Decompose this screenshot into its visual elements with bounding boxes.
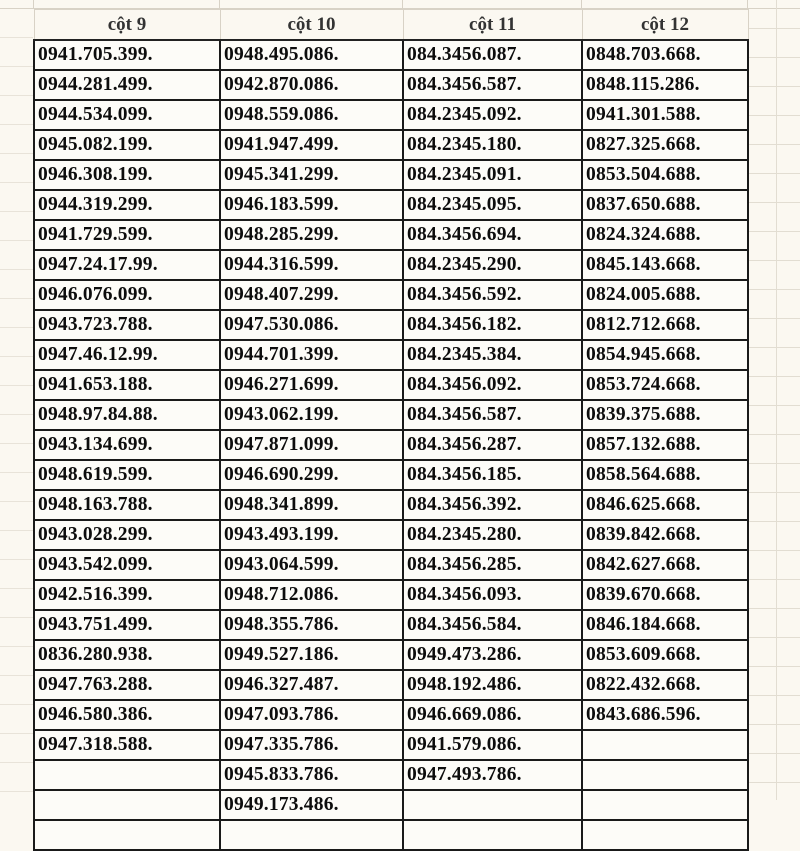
table-row [34, 70, 748, 100]
table-row [34, 550, 748, 580]
table-cell[interactable]: 0858.564.688. [582, 460, 748, 490]
table-cell[interactable]: 0848.115.286. [582, 70, 748, 100]
table-cell[interactable]: 0946.308.199. [34, 160, 220, 190]
column-header-9[interactable]: cột 9 [34, 10, 220, 41]
table-cell[interactable]: 084.2345.095. [403, 190, 582, 220]
table-row [34, 700, 748, 730]
table-cell[interactable]: 0946.183.599. [220, 190, 403, 220]
table-cell[interactable]: 084.2345.290. [403, 250, 582, 280]
table-row [34, 220, 748, 250]
table-cell[interactable]: 0948.495.086. [220, 40, 403, 70]
phone-number-table [33, 9, 749, 851]
table-cell[interactable]: 0941.653.188. [34, 370, 220, 400]
table-cell[interactable]: 0853.724.668. [582, 370, 748, 400]
table-row [34, 430, 748, 460]
table-cell[interactable]: 0947.530.086. [220, 310, 403, 340]
table-cell[interactable]: 084.3456.587. [403, 400, 582, 430]
table-cell[interactable]: 0949.173.486. [220, 790, 403, 820]
table-cell[interactable]: 0857.132.688. [582, 430, 748, 460]
table-cell[interactable]: 0948.712.086. [220, 580, 403, 610]
table-cell[interactable]: 0941.947.499. [220, 130, 403, 160]
table-cell[interactable]: 0948.97.84.88. [34, 400, 220, 430]
table-row [34, 460, 748, 490]
table-row [34, 610, 748, 640]
table-cell[interactable]: 084.2345.092. [403, 100, 582, 130]
table-row [34, 160, 748, 190]
table-cell[interactable]: 0837.650.688. [582, 190, 748, 220]
table-cell[interactable]: 084.3456.285. [403, 550, 582, 580]
table-cell[interactable]: 084.3456.093. [403, 580, 582, 610]
table-cell[interactable]: 084.3456.587. [403, 70, 582, 100]
table-cell[interactable]: 0943.028.299. [34, 520, 220, 550]
table-cell[interactable] [403, 820, 582, 850]
table-cell[interactable]: 0846.625.668. [582, 490, 748, 520]
table-cell[interactable]: 0947.24.17.99. [34, 250, 220, 280]
table-cell[interactable]: 084.3456.092. [403, 370, 582, 400]
table-cell[interactable]: 0941.705.399. [34, 40, 220, 70]
table-cell[interactable]: 0943.751.499. [34, 610, 220, 640]
table-cell[interactable]: 0848.703.668. [582, 40, 748, 70]
table-cell[interactable]: 0944.319.299. [34, 190, 220, 220]
table-cell[interactable]: 0948.619.599. [34, 460, 220, 490]
top-grid-strip [0, 0, 800, 9]
table-cell[interactable]: 0853.609.668. [582, 640, 748, 670]
right-grid-area [746, 0, 800, 800]
table-cell[interactable]: 0945.341.299. [220, 160, 403, 190]
table-cell[interactable]: 0948.163.788. [34, 490, 220, 520]
table-row [34, 400, 748, 430]
table-row [34, 340, 748, 370]
table-row [34, 250, 748, 280]
table-cell[interactable]: 084.2345.384. [403, 340, 582, 370]
header-row [34, 10, 748, 41]
table-cell[interactable]: 0944.701.399. [220, 340, 403, 370]
table-cell[interactable]: 0824.324.688. [582, 220, 748, 250]
table-cell[interactable]: 0836.280.938. [34, 640, 220, 670]
table-row [34, 490, 748, 520]
table-cell[interactable]: 084.3456.392. [403, 490, 582, 520]
table-cell[interactable]: 0946.669.086. [403, 700, 582, 730]
table-cell[interactable]: 0948.407.299. [220, 280, 403, 310]
table-row [34, 520, 748, 550]
table-cell[interactable]: 0853.504.688. [582, 160, 748, 190]
table-row [34, 820, 748, 850]
table-cell[interactable]: 0949.473.286. [403, 640, 582, 670]
table-row [34, 130, 748, 160]
table-cell[interactable]: 084.3456.287. [403, 430, 582, 460]
table-row [34, 40, 748, 70]
table-cell[interactable]: 084.2345.091. [403, 160, 582, 190]
table-cell[interactable]: 0945.833.786. [220, 760, 403, 790]
table-cell[interactable]: 0943.542.099. [34, 550, 220, 580]
table-cell[interactable]: 0947.493.786. [403, 760, 582, 790]
table-cell[interactable]: 0824.005.688. [582, 280, 748, 310]
table-cell[interactable]: 0946.327.487. [220, 670, 403, 700]
table-cell[interactable]: 0822.432.668. [582, 670, 748, 700]
table-cell[interactable]: 084.2345.280. [403, 520, 582, 550]
table-cell[interactable]: 0948.285.299. [220, 220, 403, 250]
table-cell[interactable]: 0947.871.099. [220, 430, 403, 460]
table-row [34, 100, 748, 130]
table-cell[interactable]: 0942.516.399. [34, 580, 220, 610]
table-cell[interactable]: 0946.580.386. [34, 700, 220, 730]
table-cell[interactable]: 0947.093.786. [220, 700, 403, 730]
table-cell[interactable]: 084.3456.584. [403, 610, 582, 640]
table-cell[interactable]: 0943.062.199. [220, 400, 403, 430]
column-header-12[interactable]: cột 12 [582, 10, 748, 41]
table-cell[interactable]: 0843.686.596. [582, 700, 748, 730]
table-cell[interactable]: 0947.318.588. [34, 730, 220, 760]
table-cell[interactable]: 0944.316.599. [220, 250, 403, 280]
table-cell[interactable]: 0943.064.599. [220, 550, 403, 580]
table-cell[interactable]: 0846.184.668. [582, 610, 748, 640]
table-cell[interactable]: 0944.534.099. [34, 100, 220, 130]
table-cell[interactable]: 0845.143.668. [582, 250, 748, 280]
table-cell[interactable]: 0941.301.588. [582, 100, 748, 130]
table-cell[interactable]: 084.3456.087. [403, 40, 582, 70]
table-cell[interactable]: 0839.670.668. [582, 580, 748, 610]
table-cell[interactable]: 0948.192.486. [403, 670, 582, 700]
table-cell[interactable]: 0948.341.899. [220, 490, 403, 520]
table-cell[interactable]: 084.3456.182. [403, 310, 582, 340]
table-cell[interactable]: 0945.082.199. [34, 130, 220, 160]
table-row [34, 670, 748, 700]
table-cell[interactable]: 0942.870.086. [220, 70, 403, 100]
table-cell[interactable]: 0941.729.599. [34, 220, 220, 250]
table-cell[interactable] [582, 790, 748, 820]
table-cell[interactable]: 0812.712.668. [582, 310, 748, 340]
table-row [34, 370, 748, 400]
table-body [34, 40, 748, 850]
table-row [34, 640, 748, 670]
table-cell[interactable]: 0946.076.099. [34, 280, 220, 310]
table-cell[interactable] [582, 760, 748, 790]
table-row [34, 580, 748, 610]
table-cell[interactable] [582, 820, 748, 850]
table-row [34, 760, 748, 790]
table-cell[interactable] [34, 760, 220, 790]
table-cell[interactable]: 0944.281.499. [34, 70, 220, 100]
column-header-11[interactable]: cột 11 [403, 10, 582, 41]
table-row [34, 310, 748, 340]
table-cell[interactable]: 0949.527.186. [220, 640, 403, 670]
table-cell[interactable]: 0946.690.299. [220, 460, 403, 490]
table-row [34, 730, 748, 760]
table-cell[interactable]: 084.3456.592. [403, 280, 582, 310]
left-row-gutter [0, 9, 33, 800]
table-cell[interactable]: 084.2345.180. [403, 130, 582, 160]
table-cell[interactable]: 0943.134.699. [34, 430, 220, 460]
table-cell[interactable]: 0943.493.199. [220, 520, 403, 550]
table-cell[interactable] [220, 820, 403, 850]
table-cell[interactable]: 0947.763.288. [34, 670, 220, 700]
table-cell[interactable]: 0946.271.699. [220, 370, 403, 400]
table-cell[interactable]: 0842.627.668. [582, 550, 748, 580]
table-row [34, 280, 748, 310]
table-row [34, 790, 748, 820]
table-cell[interactable]: 0948.355.786. [220, 610, 403, 640]
table-cell[interactable]: 0854.945.668. [582, 340, 748, 370]
table-cell[interactable]: 084.3456.185. [403, 460, 582, 490]
table-cell[interactable] [34, 790, 220, 820]
table-cell[interactable]: 0839.842.668. [582, 520, 748, 550]
table-cell[interactable]: 0827.325.668. [582, 130, 748, 160]
table-cell[interactable]: 0948.559.086. [220, 100, 403, 130]
table-cell[interactable] [34, 820, 220, 850]
table-cell[interactable]: 0947.46.12.99. [34, 340, 220, 370]
table-cell[interactable] [582, 730, 748, 760]
table-cell[interactable]: 0947.335.786. [220, 730, 403, 760]
table-cell[interactable]: 0943.723.788. [34, 310, 220, 340]
column-header-10[interactable]: cột 10 [220, 10, 403, 41]
table-cell[interactable] [403, 790, 582, 820]
table-cell[interactable]: 0839.375.688. [582, 400, 748, 430]
table-row [34, 190, 748, 220]
table-cell[interactable]: 0941.579.086. [403, 730, 582, 760]
table-cell[interactable]: 084.3456.694. [403, 220, 582, 250]
